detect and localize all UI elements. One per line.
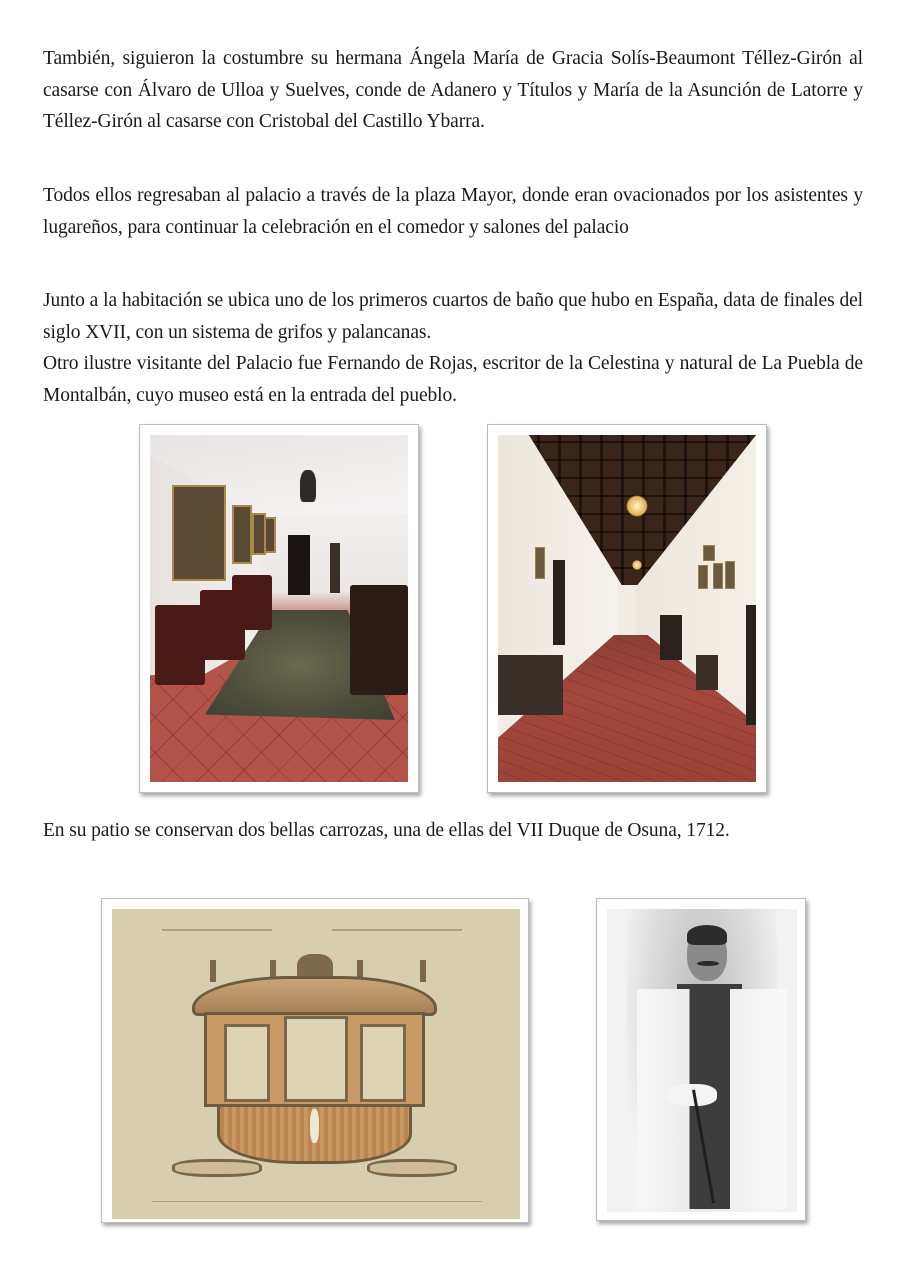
corridor-image <box>498 435 756 782</box>
ceiling-light-icon <box>626 495 648 517</box>
paragraph-weddings: También, siguieron la costumbre su hermana Ángela María de Gracia Solís-Beaumont Téllez-Girón al casarse con Álvaro de Ulloa y Suelves, conde de Adanero y Títulos y María de la Asunción de Latorre y Téllez-Girón al casarse con Cristobal del Castillo Ybarra. <box>43 48 863 132</box>
paragraph-fernando-de-rojas: Otro ilustre visitante del Palacio fue Fernando de Rojas, escritor de la Celestina y natural de La Puebla de Montalbán, cuyo museo está en la entrada del pueblo. <box>43 353 863 406</box>
carriage-engraving-image <box>112 909 520 1219</box>
photo-carriage-engraving <box>101 898 529 1223</box>
lantern-icon <box>300 470 316 502</box>
photo-corridor-coffered-ceiling <box>487 424 767 793</box>
portrait-image <box>607 909 797 1212</box>
paragraph-bathroom: Junto a la habitación se ubica uno de los primeros cuartos de baño que hubo en España, data de finales del siglo XVII, con un sistema de grifos y palancanas. <box>43 290 863 343</box>
photo-hallway-furnished <box>139 424 419 793</box>
photo-duke-portrait <box>596 898 806 1221</box>
hallway-image <box>150 435 408 782</box>
paragraph-plaza-mayor: Todos ellos regresaban al palacio a través de la plaza Mayor, donde eran ovacionados por los asistentes y lugareños, para continuar la celebración en el comedor y salones del palacio <box>43 185 863 238</box>
carriage-drawing <box>192 954 437 1179</box>
paragraph-carriages: En su patio se conservan dos bellas carrozas, una de ellas del VII Duque de Osuna, 1712. <box>43 820 730 841</box>
